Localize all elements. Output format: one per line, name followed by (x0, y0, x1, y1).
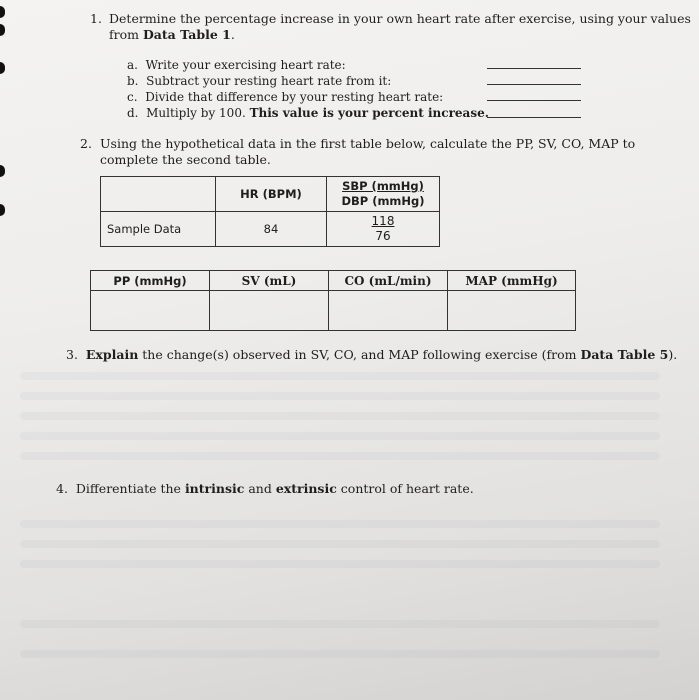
table1-dbp-header: DBP (mmHg) (341, 194, 425, 208)
table1-bp-value (327, 212, 440, 247)
binder-hole-mark (0, 24, 5, 36)
question-1-number: 1. (90, 11, 102, 26)
question-2-text-line2: complete the second table. (100, 152, 271, 167)
table2-sv-cell[interactable] (210, 291, 329, 331)
question-1-text-line1: Determine the percentage increase in your own heart rate after exercise, using your values (109, 11, 691, 26)
table2-pp-header: PP (mmHg) (91, 271, 210, 291)
table1-sbp-header: SBP (mmHg) (342, 179, 424, 193)
bleed-through-text (20, 392, 660, 400)
table2-pp-cell[interactable] (91, 291, 210, 331)
table1-corner-cell (101, 177, 216, 212)
table2-map-header: MAP (mmHg) (448, 271, 576, 291)
answer-blank-a[interactable] (487, 68, 581, 69)
table1-sbp-value: 118 (371, 214, 395, 228)
binder-hole-mark (0, 204, 5, 216)
question-3: 3. Explain the change(s) observed in SV, CO, and MAP following exercise (from Data Table 5). (66, 347, 678, 362)
bleed-through-text (20, 620, 660, 628)
question-1-item-a: a. Write your exercising heart rate: (127, 58, 346, 72)
answer-blank-d[interactable] (487, 117, 581, 118)
bleed-through-text (20, 432, 660, 440)
question-4-number: 4. (56, 481, 68, 496)
sample-data-table (100, 176, 440, 247)
table1-row-label: Sample Data (101, 212, 216, 247)
binder-hole-mark (0, 62, 5, 74)
bleed-through-text (20, 372, 660, 380)
question-2-number: 2. (80, 136, 92, 151)
question-1-item-b: b. Subtract your resting heart rate from it: (127, 74, 392, 88)
calculation-table (90, 270, 576, 331)
table2-co-header: CO (mL/min) (329, 271, 448, 291)
bleed-through-text (20, 540, 660, 548)
answer-blank-c[interactable] (487, 100, 581, 101)
binder-hole-mark (0, 165, 5, 177)
bleed-through-text (20, 560, 660, 568)
table1-hr-value: 84 (216, 212, 327, 247)
bleed-through-text (20, 412, 660, 420)
question-1-item-c: c. Divide that difference by your resting heart rate: (127, 90, 444, 104)
answer-blank-b[interactable] (487, 84, 581, 85)
table1-dbp-value: 76 (375, 229, 391, 243)
question-1-item-d: d. Multiply by 100. This value is your percent increase. (127, 106, 489, 120)
question-4: 4. Differentiate the intrinsic and extrinsic control of heart rate. (56, 481, 474, 496)
table1-bp-header (327, 177, 440, 212)
question-3-number: 3. (66, 347, 78, 362)
question-1-text-line2: from Data Table 1. (109, 27, 235, 42)
table1-hr-header: HR (BPM) (216, 177, 327, 212)
binder-hole-mark (0, 6, 5, 18)
table2-sv-header: SV (mL) (210, 271, 329, 291)
bleed-through-text (20, 452, 660, 460)
table2-co-cell[interactable] (329, 291, 448, 331)
table2-map-cell[interactable] (448, 291, 576, 331)
bleed-through-text (20, 520, 660, 528)
question-2-text-line1: Using the hypothetical data in the first table below, calculate the PP, SV, CO, MAP to (100, 136, 636, 151)
bleed-through-text (20, 650, 660, 658)
